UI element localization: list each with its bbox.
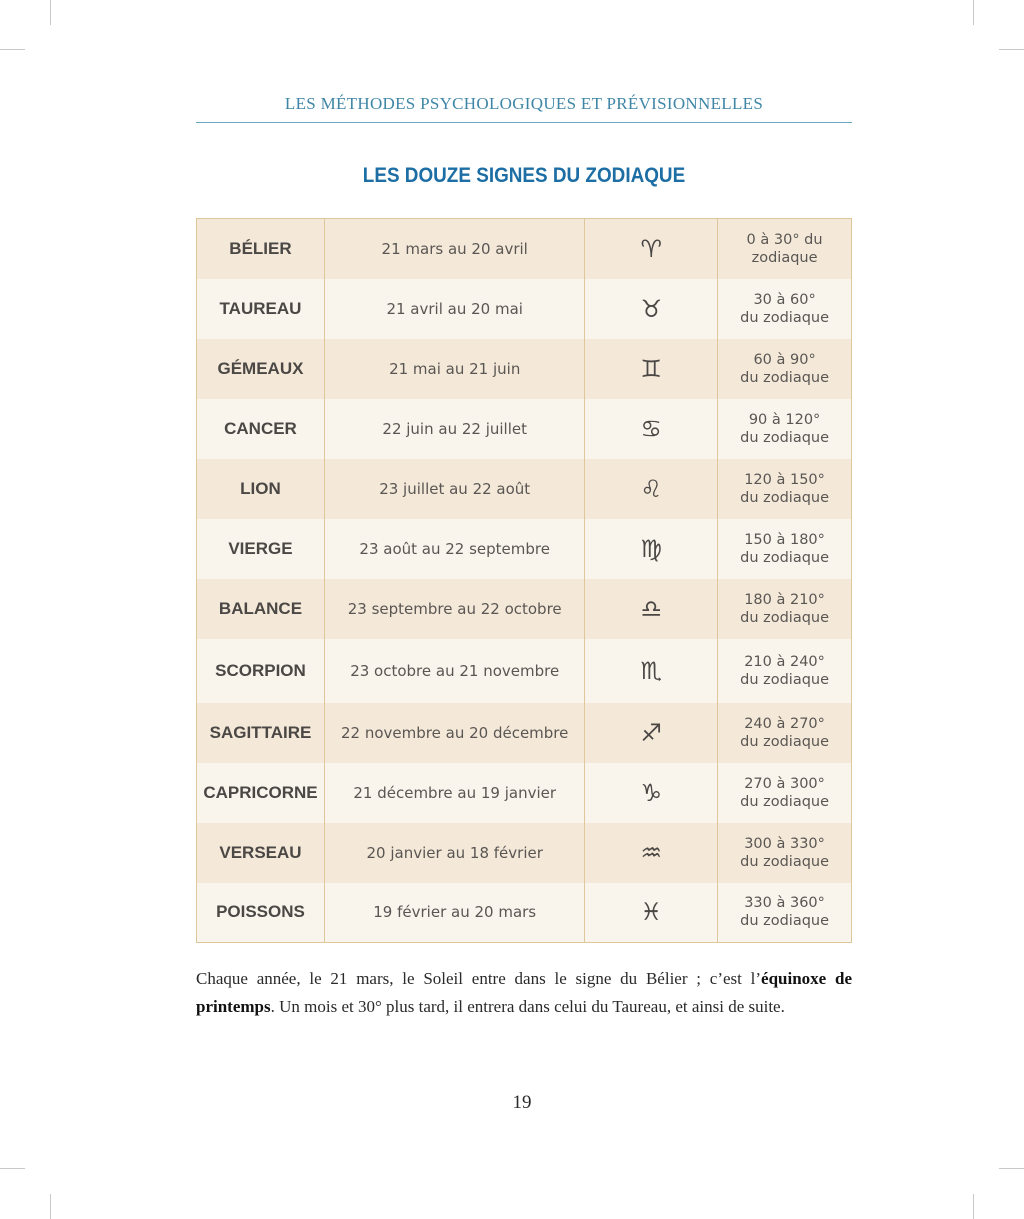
paragraph-text-start: Chaque année, le 21 mars, le Soleil entre dans le signe du Bélier ; c’est l’ [196, 969, 762, 988]
crop-mark-top-right-vertical [973, 0, 974, 25]
degrees-range: 270 à 300° [744, 775, 825, 792]
degrees-suffix: du zodiaque [740, 793, 830, 810]
degrees-range: 300 à 330° [744, 835, 825, 852]
sign-dates: 23 septembre au 22 octobre [324, 579, 585, 639]
sign-degrees [718, 579, 852, 639]
sign-name: GÉMEAUX [197, 339, 325, 399]
aquarius-symbol-icon: ♒ [585, 823, 718, 883]
degrees-range: 240 à 270° [744, 715, 825, 732]
sign-dates: 19 février au 20 mars [324, 883, 585, 943]
body-paragraph [196, 965, 852, 1021]
degrees-suffix: du zodiaque [740, 549, 830, 566]
degrees-suffix: du zodiaque [740, 671, 830, 688]
sign-degrees [718, 339, 852, 399]
sign-degrees [718, 763, 852, 823]
sign-dates: 23 octobre au 21 novembre [324, 639, 585, 703]
degrees-range: 150 à 180° [744, 531, 825, 548]
taurus-symbol-icon: ♉ [585, 279, 718, 339]
capricorn-symbol-icon: ♑ [585, 763, 718, 823]
degrees-range: 60 à 90° [753, 351, 816, 368]
page-number: 19 [512, 1092, 532, 1113]
sign-name: CANCER [197, 399, 325, 459]
crop-mark-top-right-horizontal [999, 49, 1024, 50]
paragraph-text-end: . Un mois et 30° plus tard, il entrera dans celui du Taureau, et ainsi de suite. [270, 997, 785, 1016]
table-row [197, 763, 852, 823]
virgo-symbol-icon: ♍ [585, 519, 718, 579]
sign-dates: 21 mai au 21 juin [324, 339, 585, 399]
table-row [197, 339, 852, 399]
sign-name: LION [197, 459, 325, 519]
sign-degrees [718, 219, 852, 279]
sign-dates: 22 juin au 22 juillet [324, 399, 585, 459]
sign-name: SAGITTAIRE [197, 703, 325, 763]
sign-dates: 21 avril au 20 mai [324, 279, 585, 339]
degrees-range: 210 à 240° [744, 653, 825, 670]
crop-mark-bottom-left-horizontal [0, 1168, 25, 1169]
degrees-range: 330 à 360° [744, 895, 825, 912]
crop-mark-top-left-horizontal [0, 49, 25, 50]
degrees-suffix: du zodiaque [740, 309, 830, 326]
table-row [197, 399, 852, 459]
degrees-suffix: du zodiaque [740, 489, 830, 506]
aries-symbol-icon: ♈ [585, 219, 718, 279]
degrees-range: 120 à 150° [744, 471, 825, 488]
degrees-range: 90 à 120° [748, 411, 821, 428]
table-row [197, 823, 852, 883]
degrees-range: 180 à 210° [744, 591, 825, 608]
sign-dates: 20 janvier au 18 février [324, 823, 585, 883]
sign-name: VIERGE [197, 519, 325, 579]
sign-degrees [718, 399, 852, 459]
degrees-suffix: du zodiaque [740, 733, 830, 750]
degrees-suffix: zodiaque [751, 249, 818, 266]
degrees-range: 30 à 60° [753, 291, 816, 308]
crop-mark-bottom-left-vertical [50, 1194, 51, 1219]
sign-name: VERSEAU [197, 823, 325, 883]
table-row [197, 519, 852, 579]
sagittarius-symbol-icon: ♐ [585, 703, 718, 763]
sign-name: BÉLIER [197, 219, 325, 279]
sign-name: BALANCE [197, 579, 325, 639]
running-head: LES MÉTHODES PSYCHOLOGIQUES ET PRÉVISIONNELLES [284, 94, 764, 113]
sign-dates: 21 mars au 20 avril [324, 219, 585, 279]
crop-mark-bottom-right-vertical [973, 1194, 974, 1219]
page-title: LES DOUZE SIGNES DU ZODIAQUE [362, 164, 686, 187]
sign-dates: 23 juillet au 22 août [324, 459, 585, 519]
sign-name: POISSONS [197, 883, 325, 943]
sign-name: SCORPION [197, 639, 325, 703]
gemini-symbol-icon: ♊ [585, 339, 718, 399]
paragraph-emphasis: équinoxe de printemps [196, 969, 853, 1016]
sign-dates: 22 novembre au 20 décembre [324, 703, 585, 763]
sign-dates: 21 décembre au 19 janvier [324, 763, 585, 823]
sign-degrees [718, 519, 852, 579]
sign-degrees [718, 459, 852, 519]
sign-degrees [718, 823, 852, 883]
sign-degrees [718, 703, 852, 763]
degrees-suffix: du zodiaque [740, 609, 830, 626]
libra-symbol-icon: ♎ [585, 579, 718, 639]
table-row [197, 219, 852, 279]
pisces-symbol-icon: ♓ [585, 883, 718, 943]
zodiac-table [196, 218, 852, 943]
cancer-symbol-icon: ♋ [585, 399, 718, 459]
degrees-suffix: du zodiaque [740, 853, 830, 870]
table-row [197, 579, 852, 639]
table-row [197, 883, 852, 943]
sign-degrees [718, 279, 852, 339]
crop-mark-bottom-right-horizontal [999, 1168, 1024, 1169]
sign-dates: 23 août au 22 septembre [324, 519, 585, 579]
crop-mark-top-left-vertical [50, 0, 51, 25]
sign-name: TAUREAU [197, 279, 325, 339]
sign-name: CAPRICORNE [197, 763, 325, 823]
leo-symbol-icon: ♌ [585, 459, 718, 519]
sign-degrees [718, 639, 852, 703]
table-row [197, 703, 852, 763]
degrees-suffix: du zodiaque [740, 369, 830, 386]
degrees-range: 0 à 30° du [746, 231, 823, 248]
table-row [197, 279, 852, 339]
table-row [197, 639, 852, 703]
sign-degrees [718, 883, 852, 943]
degrees-suffix: du zodiaque [740, 429, 830, 446]
degrees-suffix: du zodiaque [740, 913, 830, 930]
header-rule [196, 122, 852, 123]
table-row [197, 459, 852, 519]
scorpio-symbol-icon: ♏ [585, 639, 718, 703]
